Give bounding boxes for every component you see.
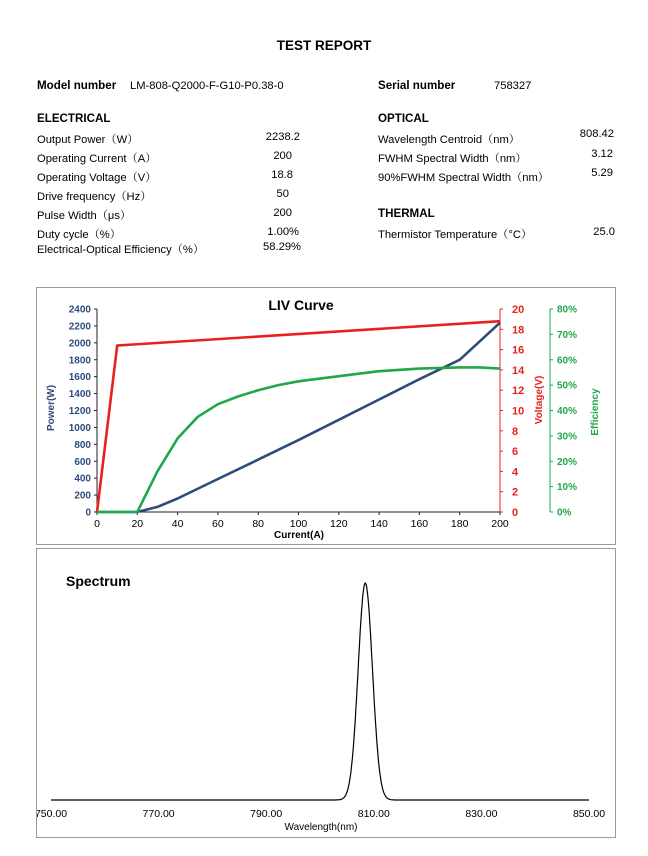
liv-power-tick-label: 2400 [68, 304, 91, 316]
optical-heading: OPTICAL [378, 112, 429, 125]
electrical-label-operating-current: Operating Current（A） [37, 153, 157, 165]
liv-voltage-tick-label: 6 [512, 446, 519, 459]
liv-voltage-label: Voltage(V) [534, 375, 545, 425]
liv-current-tick-label: 180 [450, 518, 469, 530]
liv-voltage-tick-label: 2 [512, 486, 519, 499]
thermal-label-thermistor: Thermistor Temperature（°C） [378, 229, 533, 241]
liv-voltage-tick-label: 14 [512, 364, 525, 377]
liv-power-tick-label: 1400 [68, 389, 91, 401]
liv-current-tick-label: 120 [330, 518, 348, 530]
electrical-value-output-power: 2238.2 [265, 131, 300, 143]
liv-efficiency-tick-label: 80% [557, 304, 578, 316]
spectrum-chart [37, 549, 615, 837]
optical-value-fwhm: 3.12 [591, 148, 613, 160]
spectrum-chart-frame [36, 548, 616, 838]
liv-efficiency-axis-ticks [550, 305, 577, 519]
spectrum-tick-label: 810.00 [357, 808, 390, 820]
liv-power-axis-ticks [69, 305, 97, 519]
spectrum-tick-label: 850.00 [572, 808, 606, 820]
liv-current-tick-label: 40 [171, 518, 184, 530]
liv-chart [37, 288, 615, 544]
liv-voltage-tick-label: 0 [512, 507, 519, 519]
optical-label-90-fwhm: 90%FWHM Spectral Width（nm） [378, 172, 549, 184]
liv-chart-frame [36, 287, 616, 545]
liv-voltage-tick-label: 16 [512, 344, 525, 357]
electrical-label-duty-cycle: Duty cycle（%） [37, 229, 121, 241]
electrical-label-pulse-width: Pulse Width（μs） [37, 210, 132, 222]
liv-voltage-tick-label: 4 [512, 466, 519, 479]
liv-current-tick-label: 60 [212, 518, 224, 530]
optical-label-fwhm: FWHM Spectral Width（nm） [378, 153, 527, 165]
liv-current-tick-label: 0 [94, 518, 100, 530]
liv-efficiency-tick-label: 0% [557, 507, 572, 519]
electrical-value-pulse-width: 200 [273, 207, 292, 219]
liv-series [97, 321, 500, 512]
liv-power-tick-label: 200 [74, 490, 91, 502]
spectrum-line [51, 583, 589, 800]
liv-voltage-axis-ticks [500, 304, 525, 519]
electrical-label-operating-voltage: Operating Voltage（V） [37, 172, 157, 184]
liv-power-tick-label: 1800 [68, 355, 91, 367]
liv-power-tick-label: 1000 [68, 422, 91, 434]
thermal-value-thermistor: 25.0 [593, 226, 615, 238]
spectrum-tick-label: 830.00 [465, 808, 498, 820]
serial-number-value: 758327 [494, 80, 532, 92]
spectrum-series [51, 583, 589, 800]
electrical-label-eo-efficiency: Electrical-Optical Efficiency（%） [37, 244, 205, 256]
liv-power-tick-label: 0 [85, 507, 91, 519]
liv-efficiency-tick-label: 50% [557, 380, 578, 392]
optical-value-wavelength-centroid: 808.42 [579, 128, 614, 140]
liv-power-tick-label: 600 [74, 456, 91, 468]
liv-efficiency-tick-label: 10% [557, 482, 578, 494]
spectrum-title: Spectrum [66, 573, 131, 589]
thermal-heading: THERMAL [378, 207, 435, 220]
liv-current-tick-label: 160 [410, 518, 429, 530]
electrical-label-output-power: Output Power（W） [37, 134, 139, 146]
liv-power-tick-label: 2000 [68, 338, 91, 350]
liv-xlabel: Current(A) [274, 530, 324, 541]
electrical-value-duty-cycle: 1.00% [267, 226, 299, 238]
spectrum-xlabel: Wavelength(nm) [284, 822, 358, 833]
electrical-label-drive-frequency: Drive frequency（Hz） [37, 191, 152, 203]
model-number-value: LM-808-Q2000-F-G10-P0.38-0 [130, 80, 284, 92]
spectrum-tick-label: 790.00 [250, 808, 283, 820]
spectrum-tick-label: 770.00 [142, 808, 175, 820]
liv-efficiency-tick-label: 30% [557, 431, 578, 443]
model-number-label: Model number [37, 79, 117, 92]
liv-efficiency-tick-label: 70% [557, 329, 578, 341]
spectrum-tick-label: 750.00 [37, 808, 68, 820]
liv-power-tick-label: 400 [74, 473, 91, 485]
liv-current-tick-label: 140 [370, 518, 388, 530]
liv-power-tick-label: 1600 [68, 372, 91, 384]
liv-voltage-tick-label: 20 [512, 304, 525, 316]
liv-current-tick-label: 100 [289, 518, 308, 530]
liv-voltage-tick-label: 18 [512, 324, 525, 337]
report-title: TEST REPORT [276, 38, 372, 53]
liv-current-tick-label: 200 [491, 518, 509, 530]
liv-voltage-line [97, 321, 500, 512]
liv-voltage-tick-label: 10 [512, 405, 525, 418]
liv-voltage-tick-label: 12 [512, 385, 525, 398]
spectrum-wavelength-axis-ticks [37, 808, 605, 820]
electrical-value-operating-voltage: 18.8 [271, 169, 293, 181]
liv-power-line [97, 323, 500, 512]
liv-power-label: Power(W) [46, 384, 57, 432]
liv-power-tick-label: 1200 [68, 406, 91, 417]
electrical-heading: ELECTRICAL [37, 112, 111, 125]
electrical-value-operating-current: 200 [273, 150, 292, 162]
liv-current-tick-label: 80 [252, 518, 265, 530]
liv-efficiency-tick-label: 60% [557, 355, 578, 367]
optical-label-wavelength-centroid: Wavelength Centroid（nm） [378, 134, 520, 146]
liv-efficiency-tick-label: 20% [557, 456, 578, 468]
liv-efficiency-tick-label: 40% [557, 406, 578, 417]
liv-voltage-tick-label: 8 [512, 425, 519, 438]
liv-power-tick-label: 800 [74, 439, 91, 451]
electrical-value-eo-efficiency: 58.29% [263, 241, 301, 253]
liv-chart-title: LIV Curve [268, 297, 334, 313]
liv-current-tick-label: 20 [131, 518, 144, 530]
optical-value-90-fwhm: 5.29 [591, 167, 613, 179]
liv-power-tick-label: 2200 [68, 321, 91, 333]
liv-current-axis-ticks [94, 512, 509, 530]
serial-number-label: Serial number [378, 79, 456, 92]
liv-efficiency-label: Efficiency [590, 388, 601, 436]
electrical-value-drive-frequency: 50 [276, 188, 289, 200]
